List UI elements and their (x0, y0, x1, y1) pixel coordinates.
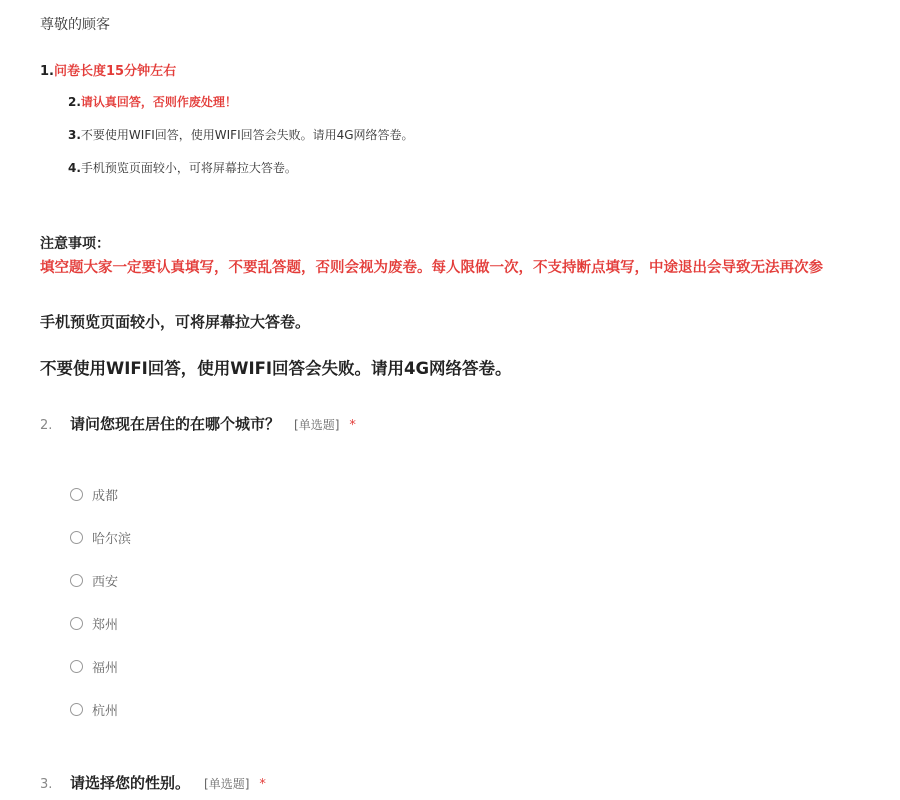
radio-button[interactable] (70, 531, 83, 544)
option-label: 福州 (92, 661, 119, 676)
option-hangzhou[interactable] (70, 700, 118, 719)
radio-button[interactable] (70, 574, 83, 587)
intro-item-number: 3. (68, 128, 81, 142)
question-type-label: [单选题] (294, 418, 340, 432)
intro-item-2 (68, 93, 237, 110)
question-title: 请问您现在居住的在哪个城市？ (70, 415, 281, 433)
option-label: 成都 (92, 489, 119, 504)
preview-hint: 手机预览页面较小，可将屏幕拉大答卷。 (40, 313, 311, 331)
wifi-hint: 不要使用WIFI回答，使用WIFI回答会失败。请用4G网络答卷。 (40, 359, 512, 378)
intro-item-4 (68, 159, 297, 176)
question-3 (40, 772, 266, 793)
option-xian[interactable] (70, 571, 118, 590)
intro-item-text: 手机预览页面较小，可将屏幕拉大答卷。 (80, 161, 297, 175)
intro-item-text: 问卷长度15分钟左右 (53, 64, 177, 79)
notes-text: 填空题大家一定要认真填写，不要乱答题，否则会视为废卷。每人限做一次，不支持断点填写，中途退出会导致无法再次参 (40, 260, 823, 276)
option-fuzhou[interactable] (70, 657, 118, 676)
question-type-label: [单选题] (204, 777, 250, 791)
question-number: 2. (40, 418, 53, 433)
question-title: 请选择您的性别。 (70, 774, 191, 792)
intro-item-number: 4. (68, 161, 81, 175)
option-label: 哈尔滨 (92, 532, 132, 547)
intro-item-number: 1. (40, 64, 54, 79)
greeting-text: 尊敬的顾客 (40, 17, 110, 33)
intro-item-number: 2. (68, 95, 81, 109)
radio-button[interactable] (70, 488, 83, 501)
intro-item-3 (68, 126, 414, 143)
radio-button[interactable] (70, 617, 83, 630)
option-chengdu[interactable] (70, 485, 118, 504)
question-number: 3. (40, 777, 53, 792)
radio-button[interactable] (70, 660, 83, 673)
required-marker: * (259, 777, 266, 792)
intro-item-1 (40, 60, 176, 79)
required-marker: * (349, 418, 356, 433)
option-zhengzhou[interactable] (70, 614, 118, 633)
option-label: 杭州 (92, 704, 119, 719)
question-2 (40, 413, 356, 434)
intro-item-text: 请认真回答，否则作废处理！ (80, 95, 237, 109)
intro-item-text: 不要使用WIFI回答，使用WIFI回答会失败。请用4G网络答卷。 (80, 128, 414, 142)
notes-title: 注意事项： (40, 236, 110, 252)
radio-button[interactable] (70, 703, 83, 716)
option-label: 郑州 (92, 618, 119, 633)
option-harbin[interactable] (70, 528, 131, 547)
option-label: 西安 (92, 575, 119, 590)
